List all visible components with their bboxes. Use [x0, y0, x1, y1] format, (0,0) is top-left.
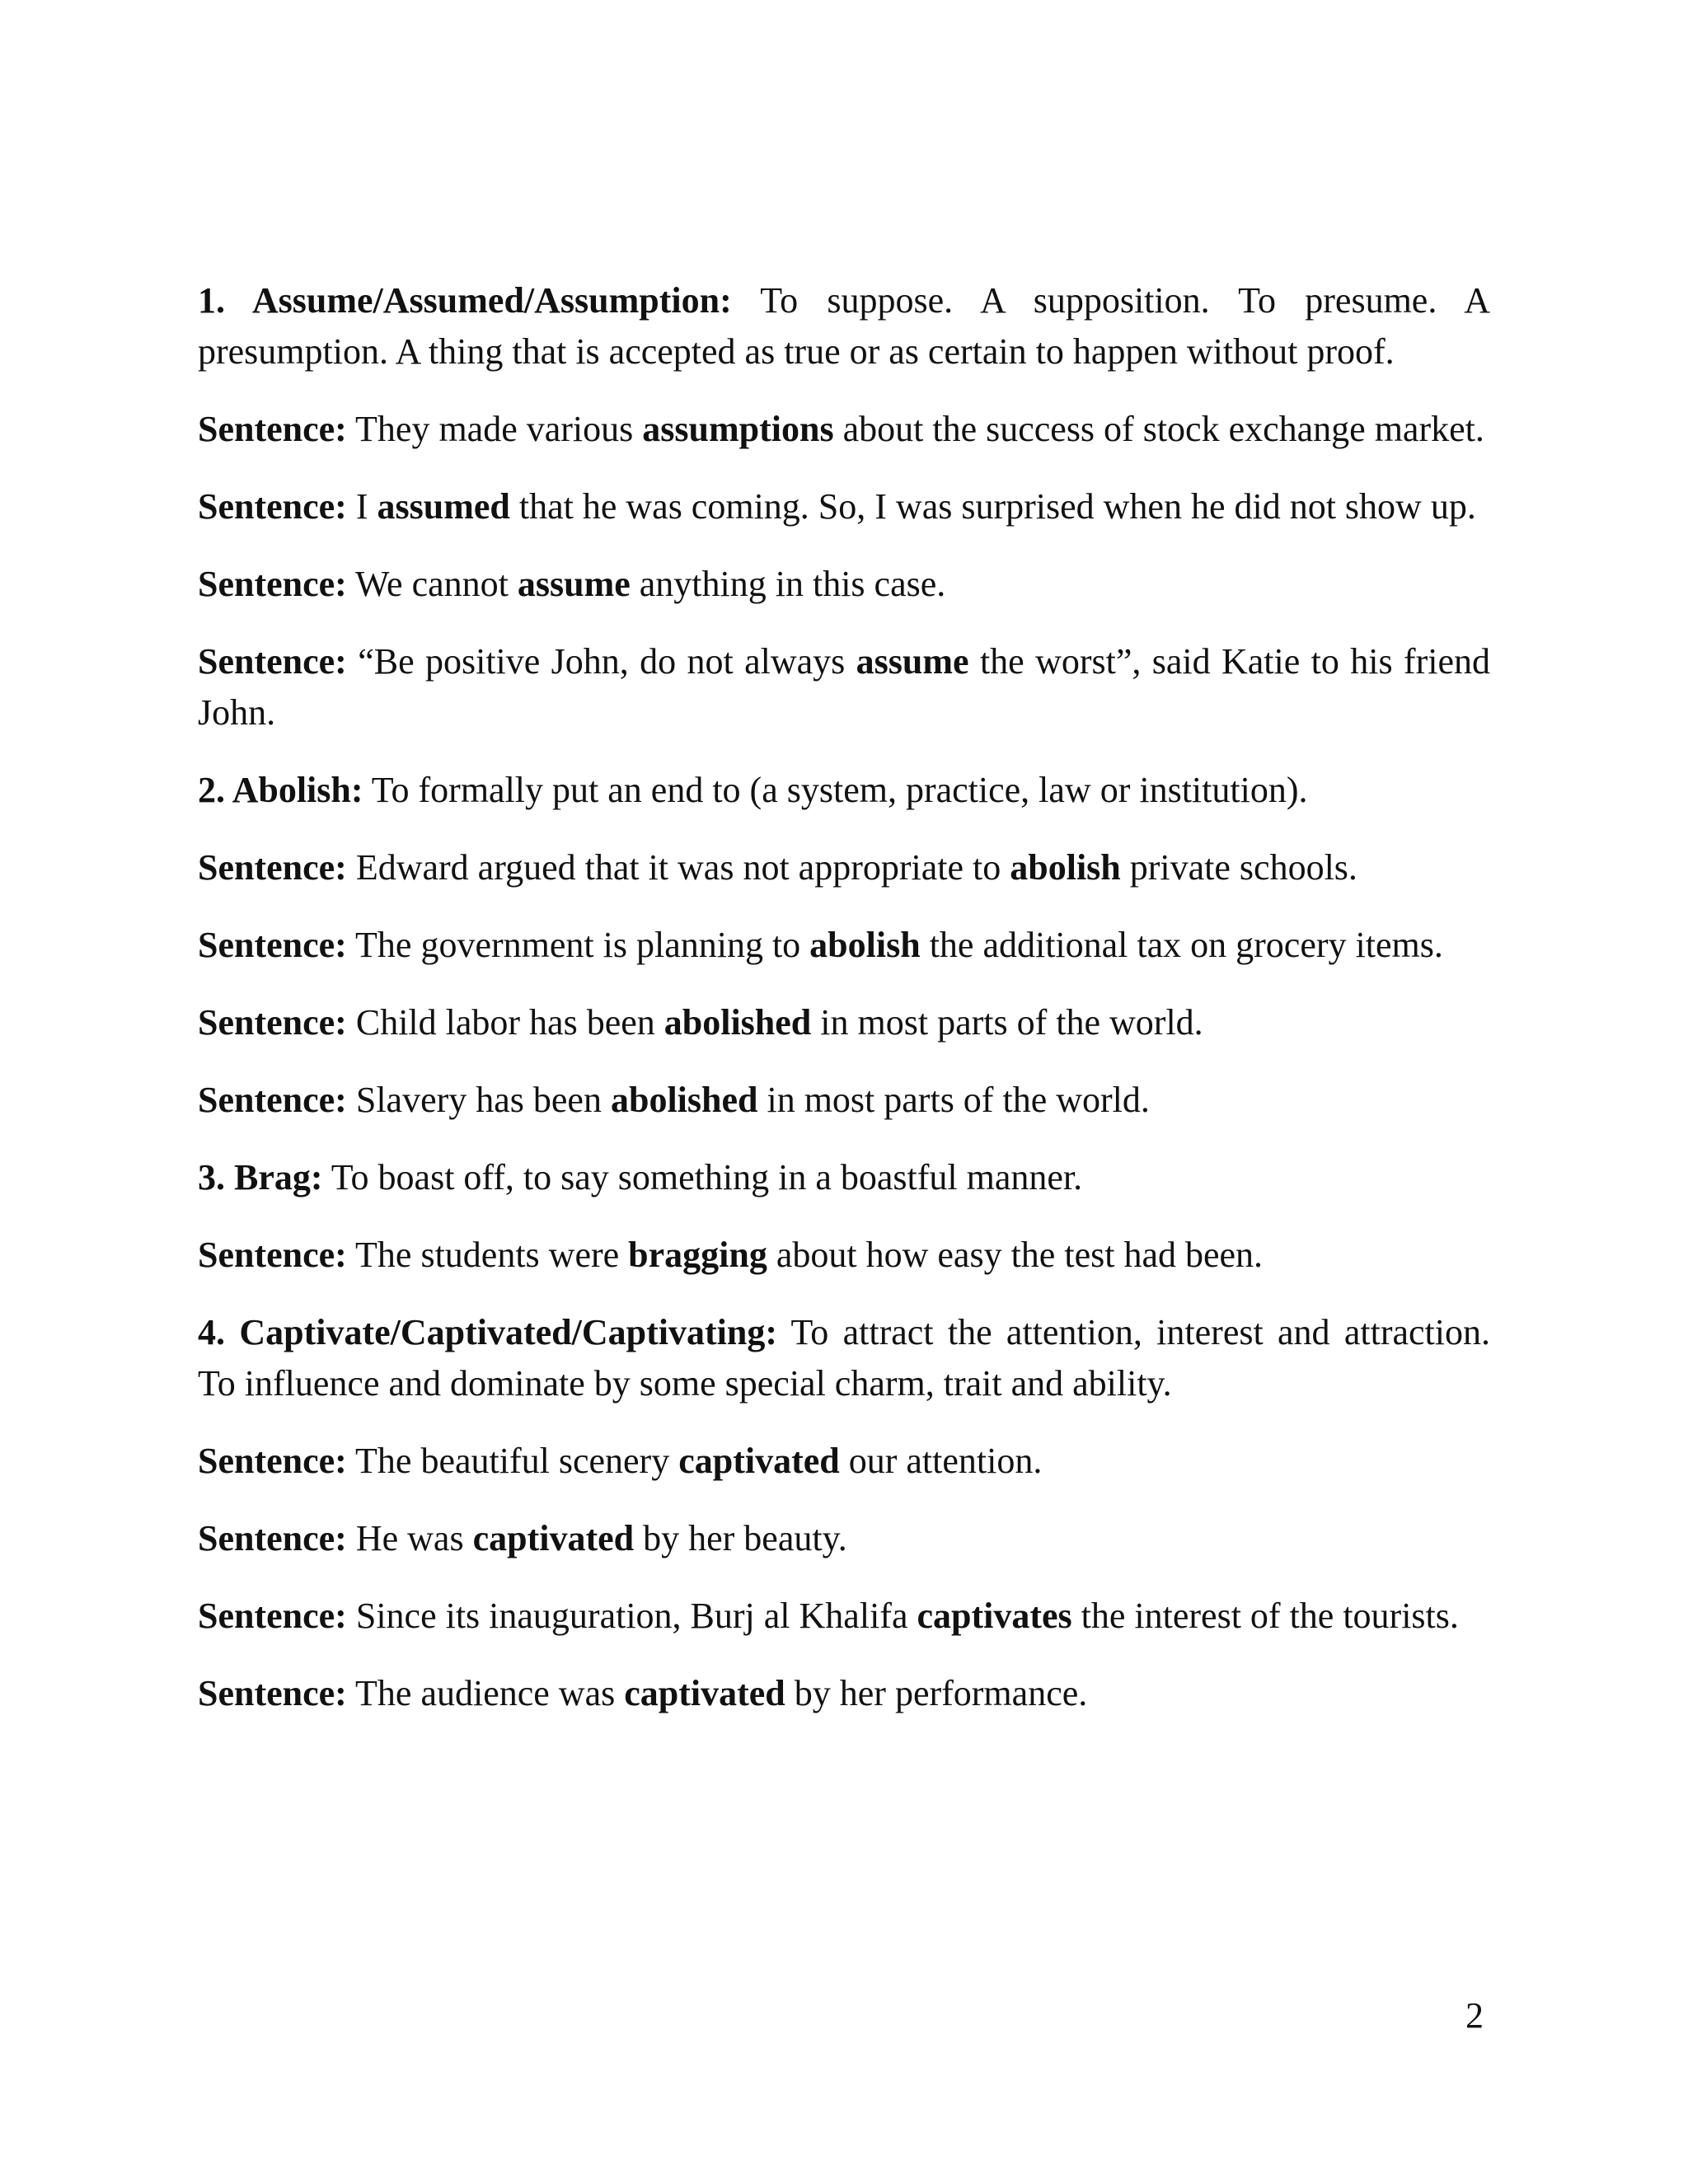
text-run: I	[346, 486, 377, 527]
bold-text: Sentence:	[198, 925, 347, 965]
bold-text: Sentence:	[198, 486, 347, 527]
text-run: anything in this case.	[630, 564, 946, 604]
sentence-paragraph	[198, 636, 1490, 738]
text-run: The beautiful scenery	[346, 1441, 679, 1481]
sentence-paragraph	[198, 1591, 1490, 1642]
text-run: Slavery has been	[346, 1080, 611, 1120]
text-run: Child labor has been	[346, 1002, 664, 1043]
sentence-paragraph	[198, 920, 1490, 971]
text-run: our attention.	[839, 1441, 1043, 1481]
bold-text: assume	[517, 564, 631, 604]
text-run: We cannot	[346, 564, 518, 604]
text-run: the additional tax on grocery items.	[920, 925, 1443, 965]
bold-text: Sentence:	[198, 641, 347, 682]
bold-text: Sentence:	[198, 1080, 347, 1120]
sentence-paragraph	[198, 404, 1490, 455]
bold-text: captivated	[472, 1518, 635, 1558]
bold-text: Sentence:	[198, 1596, 347, 1636]
bold-text: captivated	[624, 1673, 785, 1713]
text-run: To formally put an end to (a system, practice, law or institution).	[363, 770, 1308, 810]
bold-text: 2. Abolish:	[198, 770, 363, 810]
text-run: about how easy the test had been.	[767, 1235, 1264, 1275]
entry-assume-paragraph	[198, 275, 1490, 377]
text-run: They made various	[346, 409, 643, 449]
bold-text: Sentence:	[198, 564, 347, 604]
page-number: 2	[1465, 1995, 1484, 2036]
text-run: To attract the attention, interest and attraction. To influence and dominate by some special charm, trait and ability.	[198, 1312, 1490, 1404]
bold-text: abolish	[1010, 847, 1121, 888]
text-run: He was	[346, 1518, 473, 1558]
sentence-paragraph	[198, 1436, 1490, 1487]
bold-text: Sentence:	[198, 1673, 347, 1713]
sentence-paragraph	[198, 997, 1490, 1048]
bold-text: captivates	[917, 1596, 1072, 1636]
bold-text: 1. Assume/Assumed/Assumption:	[198, 280, 732, 321]
bold-text: Sentence:	[198, 1002, 347, 1043]
text-run: that he was coming. So, I was surprised when he did not show up.	[509, 486, 1476, 527]
sentence-paragraph	[198, 1230, 1490, 1281]
entry-brag-paragraph	[198, 1152, 1490, 1203]
text-run: by her beauty.	[634, 1518, 847, 1558]
text-run: “Be positive John, do not always	[346, 641, 856, 682]
bold-text: bragging	[628, 1235, 767, 1275]
text-run: To suppose. A supposition. To presume. A presumption. A thing that is accepted as true or as certain to happen without proof.	[198, 280, 1490, 372]
bold-text: captivated	[678, 1441, 840, 1481]
entry-abolish-paragraph	[198, 765, 1490, 816]
sentence-paragraph	[198, 1668, 1490, 1719]
bold-text: assumptions	[642, 409, 834, 449]
text-run: in most parts of the world.	[757, 1080, 1150, 1120]
bold-text: assumed	[377, 486, 510, 527]
bold-text: 3. Brag:	[198, 1157, 323, 1197]
entry-captivate-paragraph	[198, 1307, 1490, 1409]
sentence-paragraph	[198, 1513, 1490, 1564]
text-run: To boast off, to say something in a boastful manner.	[322, 1157, 1083, 1197]
text-run: by her performance.	[785, 1673, 1088, 1713]
text-run: The audience was	[346, 1673, 625, 1713]
bold-text: abolished	[610, 1080, 758, 1120]
text-run: the interest of the tourists.	[1071, 1596, 1459, 1636]
text-run: about the success of stock exchange market.	[833, 409, 1484, 449]
text-run: Since its inauguration, Burj al Khalifa	[346, 1596, 917, 1636]
bold-text: 4. Captivate/Captivated/Captivating:	[198, 1312, 777, 1352]
text-run: the worst”, said Katie to his friend John.	[198, 641, 1490, 733]
bold-text: assume	[856, 641, 969, 682]
bold-text: abolish	[809, 925, 921, 965]
text-run: Edward argued that it was not appropriate to	[346, 847, 1010, 888]
bold-text: Sentence:	[198, 409, 347, 449]
sentence-paragraph	[198, 481, 1490, 532]
bold-text: abolished	[663, 1002, 812, 1043]
sentence-paragraph	[198, 559, 1490, 610]
document-body	[198, 275, 1490, 1746]
bold-text: Sentence:	[198, 1235, 347, 1275]
bold-text: Sentence:	[198, 847, 347, 888]
text-run: private schools.	[1120, 847, 1357, 888]
sentence-paragraph	[198, 1075, 1490, 1126]
bold-text: Sentence:	[198, 1441, 347, 1481]
text-run: The government is planning to	[346, 925, 810, 965]
bold-text: Sentence:	[198, 1518, 347, 1558]
sentence-paragraph	[198, 842, 1490, 893]
text-run: The students were	[346, 1235, 629, 1275]
text-run: in most parts of the world.	[811, 1002, 1203, 1043]
